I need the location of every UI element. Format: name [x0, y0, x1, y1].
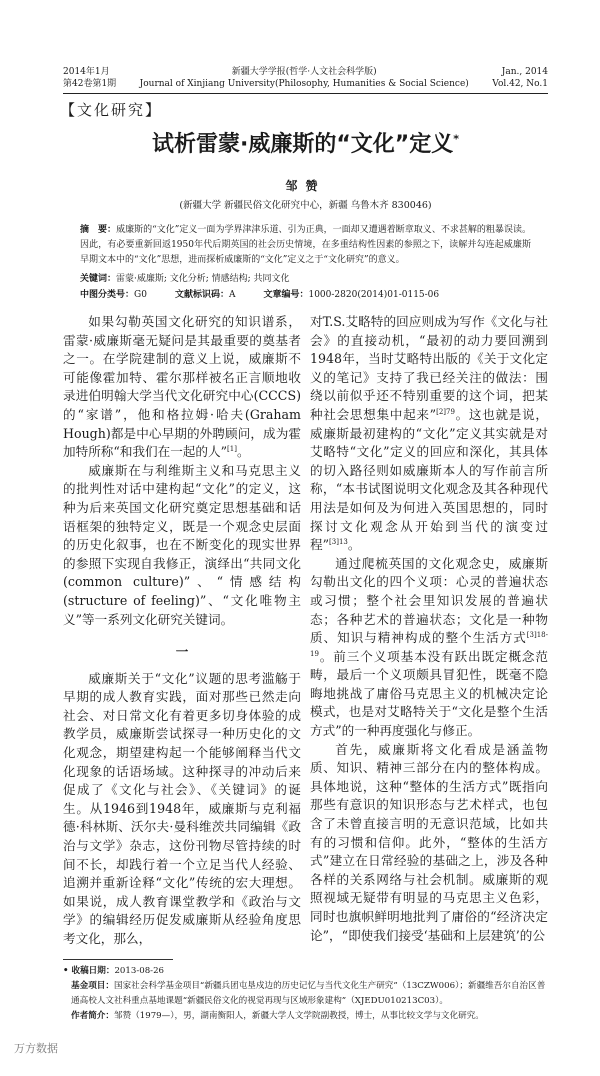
watermark: 万方数据 — [14, 1041, 58, 1055]
abstract-label: 摘 要： — [80, 225, 117, 235]
keywords-label: 关键词： — [80, 274, 117, 284]
paper-title — [63, 130, 548, 160]
section-heading: 一 — [175, 644, 189, 660]
title-footnote-mark: * — [453, 132, 460, 146]
issue-volume-cn: 第42卷第1期 — [63, 79, 117, 89]
running-header — [63, 66, 548, 94]
citation: [2]79 — [436, 407, 455, 416]
author-bio — [63, 1009, 548, 1024]
paragraph — [63, 313, 301, 462]
body-columns — [63, 313, 548, 949]
paragraph-text: 。前三个义项基本没有跃出既定概念范畴，最后一个义项颇具冒犯性，既毫不隐晦地挑战了庸俗马克思主义的机械决定论模式，也是对艾略特关于“文化是整个生活方式”的一种再度强化与修正。 — [310, 648, 548, 739]
fund-label: 基金项目： — [71, 980, 114, 991]
author-affiliation: (新疆大学 新疆民俗文化研究中心，新疆 乌鲁木齐 830046) — [179, 200, 432, 211]
paragraph: 首先，威廉斯将文化看成是涵盖物质、知识、精神三部分在内的整体构成。具体地说，这种“整体的生活方式”既指向那些有意识的知识形态与艺术样式，也包含了未曾直接言明的无意识范域，比如共有的习惯和信仰。此外，“整体的生活方式”建立在日常经验的基础之上，涉及各种各样的关系网络与社会机制。威廉斯的观照视域无疑带有明显的马克思主义色彩，同时也旗帜鲜明地批判了庸俗的“经济决定论”，“即使我们接受‘基础和上层建筑’的公 — [310, 741, 548, 943]
doc-code-value: A — [228, 290, 236, 300]
classification-line — [80, 288, 531, 303]
paragraph-text: 通过爬梳英国的文化观念史，威廉斯勾勒出文化的四个义项：心灵的普遍状态或习惯；整个社会里知识发展的普遍状态；各种艺术的普遍状态；文化是一种物质、知识与精神构成的整个生活方式 — [310, 555, 548, 646]
doc-code-label: 文献标识码： — [174, 290, 229, 300]
keywords — [80, 272, 531, 287]
journal-name — [116, 66, 492, 90]
author-bio-value: 邹赞（1979—），男，湖南衡阳人，新疆大学人文学院副教授，博士，从事比较文学与文化研究。 — [113, 1010, 484, 1021]
keywords-text: 雷蒙·威廉斯; 文化分析; 情感结构; 共同文化 — [116, 274, 290, 284]
article-number-value: 1000-2820(2014)01-0115-06 — [308, 290, 440, 300]
article-number-label: 文章编号： — [263, 290, 309, 300]
issue-date-cn: 2014年1月 — [63, 67, 110, 77]
paper-title-text: 试析雷蒙·威廉斯的“文化”定义 — [151, 132, 454, 157]
paragraph: 威廉斯在与利维斯主义和马克思主义的批判性对话中建构起“文化”的定义，这种为后来英国文化研究奠定思想基础和话语框架的独特定义，既是一个观念史层面的历史化叙事，也在不断变化的现实世界的参照下实现自我修正，演绎出“共同文化(common culture)”、“情感结构(structure of feeling)”、“文化唯物主义”等一系列文化研究关键词。 — [63, 462, 301, 627]
paragraph-end: 。 — [236, 444, 250, 460]
received-label: • 收稿日期： — [63, 965, 115, 976]
paragraph-text: 。这也就是说，威廉斯最初建构的“文化”定义其实就是对艾略特“文化”定义的回应和深化，其具体的切入路径则如威廉斯本人的写作前言所称，“本书试图说明文化观念及其各种现代用法是如何及为何进入英国思想的，同时探讨文化观念从开始到当代的演变过程” — [310, 406, 548, 553]
author-bio-label: 作者简介： — [71, 1010, 114, 1021]
clc-label: 中图分类号： — [80, 290, 135, 300]
footnote-divider — [63, 959, 173, 960]
left-column — [63, 313, 301, 949]
paragraph-end: 。 — [347, 537, 361, 553]
received-value: 2013-08-26 — [114, 965, 165, 976]
paragraph-text: 对T.S.艾略特的回应则成为写作《文化与社会》的直接动机，“最初的动力要回溯到1948年，当时艾略特出版的《关于文化定义的笔记》支持了我已经关注的做法：围绕以前似乎还不特别重要的这个词，把某种社会思想集中起来” — [310, 314, 548, 422]
clc-value: G0 — [134, 290, 147, 300]
section-label: 【文化研究】 — [60, 101, 163, 119]
front-matter — [63, 223, 548, 303]
right-column — [310, 313, 548, 949]
citation: [3]18-19 — [310, 630, 548, 658]
paragraph — [310, 555, 548, 741]
journal-name-cn: 新疆大学学报(哲学·人文社会科学版) — [231, 67, 377, 77]
fund-info — [63, 979, 548, 1009]
citation: [1] — [227, 444, 237, 453]
abstract — [80, 223, 531, 268]
author-name: 邹赞 — [285, 179, 326, 193]
paragraph-text: 如果勾勒英国文化研究的知识谱系，雷蒙·威廉斯毫无疑问是其最重要的奠基者之一。在学院建制的意义上说，威廉斯不可能像霍加特、霍尔那样被名正言顺地收录进伯明翰大学当代文化研究中心(CCCS)的“家谱”，他和格拉姆·哈夫(Graham Hough)都是中心早期的外聘顾问，成为霍加特所称“和我们在一起的人” — [63, 314, 301, 460]
journal-name-en: Journal of Xinjiang University(Philosophy, Humanities & Social Science) — [139, 79, 469, 89]
received-date — [63, 964, 548, 979]
paragraph: 威廉斯关于“文化”议题的思考滥觞于早期的成人教育实践，面对那些已然走向社会、对日常文化有着更多切身体验的成教学员，威廉斯尝试探寻一种历史化的文化观念，期望建构起一个能够阐释当代文化现象的话语场域。这种探寻的冲动后来促成了《文化与社会》、《关键词》的诞生。从1946到1948年，威廉斯与克利福德·科林斯、沃尔夫·曼科维茨共同编辑《政治与文学》杂志，这份刊物尽管持续的时间不长，却践行着一个立足当代人经验、追溯并重新诠释“文化”传统的宏大理想。如果说，成人教育课堂教学和《政治与文学》的编辑经历促发威廉斯从经验角度思考文化，那么， — [63, 670, 301, 946]
issue-date-en: Jan., 2014 — [501, 67, 548, 77]
abstract-text: 威廉斯的“文化”定义一面为学界津津乐道、引为正典，一面却又遭遇着断章取义、不求甚解的粗暴误读。因此，有必要重新回返1950年代后期英国的社会历史情境，在多重结构性因素的参照之下，读解并勾连起威廉斯早期文本中的“文化”思想，进而探析威廉斯的“文化”定义之于“文化研究”的意义。 — [80, 225, 531, 265]
issue-info-en — [492, 66, 548, 90]
issue-info-cn — [63, 66, 116, 90]
paragraph — [310, 313, 548, 555]
footnotes — [63, 964, 548, 1024]
issue-volume-en: Vol.42, No.1 — [492, 79, 548, 89]
citation: [3]13 — [329, 537, 348, 546]
fund-value: 国家社会科学基金项目“新疆兵团屯垦戍边的历史记忆与当代文化生产研究”（13CZW006）；新疆维吾尔自治区普通高校人文社科重点基地课题“新疆民俗文化的视觉再现与区域形象建构”（XJEDU010213C03）。 — [71, 980, 546, 1006]
